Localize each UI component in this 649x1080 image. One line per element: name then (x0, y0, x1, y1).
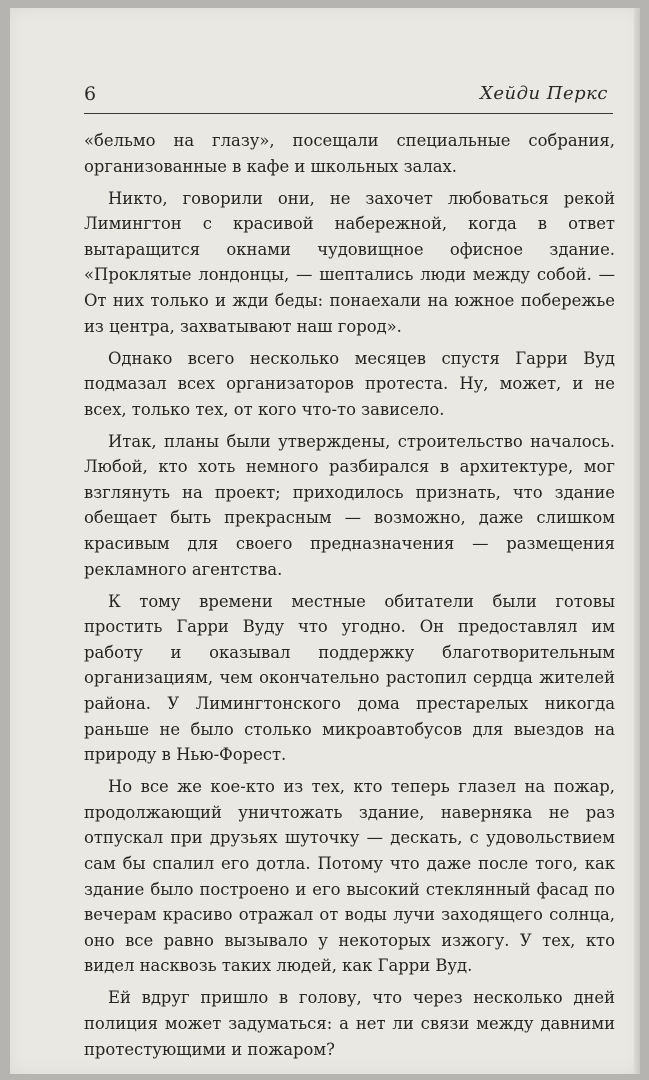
header-rule (84, 113, 613, 114)
paragraph-2: Никто, говорили они, не захочет любоваться рекой Лимингтон с красивой набережной, когда в ответ вытаращится окнами чудовищное офисное здание. «Проклятые лондонцы, — шептались люди между собой. — От них только и жди беды: понаехали на южное побережье из центра, захватывают наш город». (84, 188, 615, 336)
page-header (84, 82, 614, 110)
paragraph-3: Однако всего несколько месяцев спустя Гарри Вуд подмазал всех организаторов протеста. Ну, может, и не всех, только тех, от кого что-то зависело. (84, 348, 615, 419)
paragraph-4: Итак, планы были утверждены, строительство началось. Любой, кто хоть немного разбирался в архитектуре, мог взглянуть на проект; приходилось признать, что здание обещает быть прекрасным — возможно, даже слишком красивым для своего предназначения — размещения рекламного агентства. (84, 431, 615, 579)
paragraph-1: «бельмо на глазу», посещали специальные собрания, организованные в кафе и школьных залах. (84, 131, 615, 176)
page-number: 6 (84, 83, 97, 105)
body-text (84, 128, 615, 1069)
page-edge-shadow (634, 8, 640, 1074)
paragraph-6: Но все же кое-кто из тех, кто теперь глазел на пожар, продолжающий уничтожать здание, наверняка не раз отпускал при друзьях шуточку — дескать, с удовольствием сам бы спалил его дотла. Потому что даже после того, как здание было построено и его высокий стеклянный фасад по вечерам красиво отражал от воды лучи заходящего солнца, оно все равно вызывало у некоторых изжогу. У тех, кто видел насквозь таких людей, как Гарри Вуд. (84, 777, 615, 976)
paragraph-7: Ей вдруг пришло в голову, что через несколько дней полиция может задуматься: а нет ли связи между давними протестующими и пожаром? (84, 988, 615, 1059)
paragraph-5: К тому времени местные обитатели были готовы простить Гарри Вуду что угодно. Он предоставлял им работу и оказывал поддержку благотворительным организациям, чем окончательно растопил сердца жителей района. У Лимингтонского дома престарелых никогда раньше не было столько микроавтобусов для выездов на природу в Нью-Форест. (84, 591, 615, 765)
running-head-author: Хейди Перкс (480, 83, 608, 104)
